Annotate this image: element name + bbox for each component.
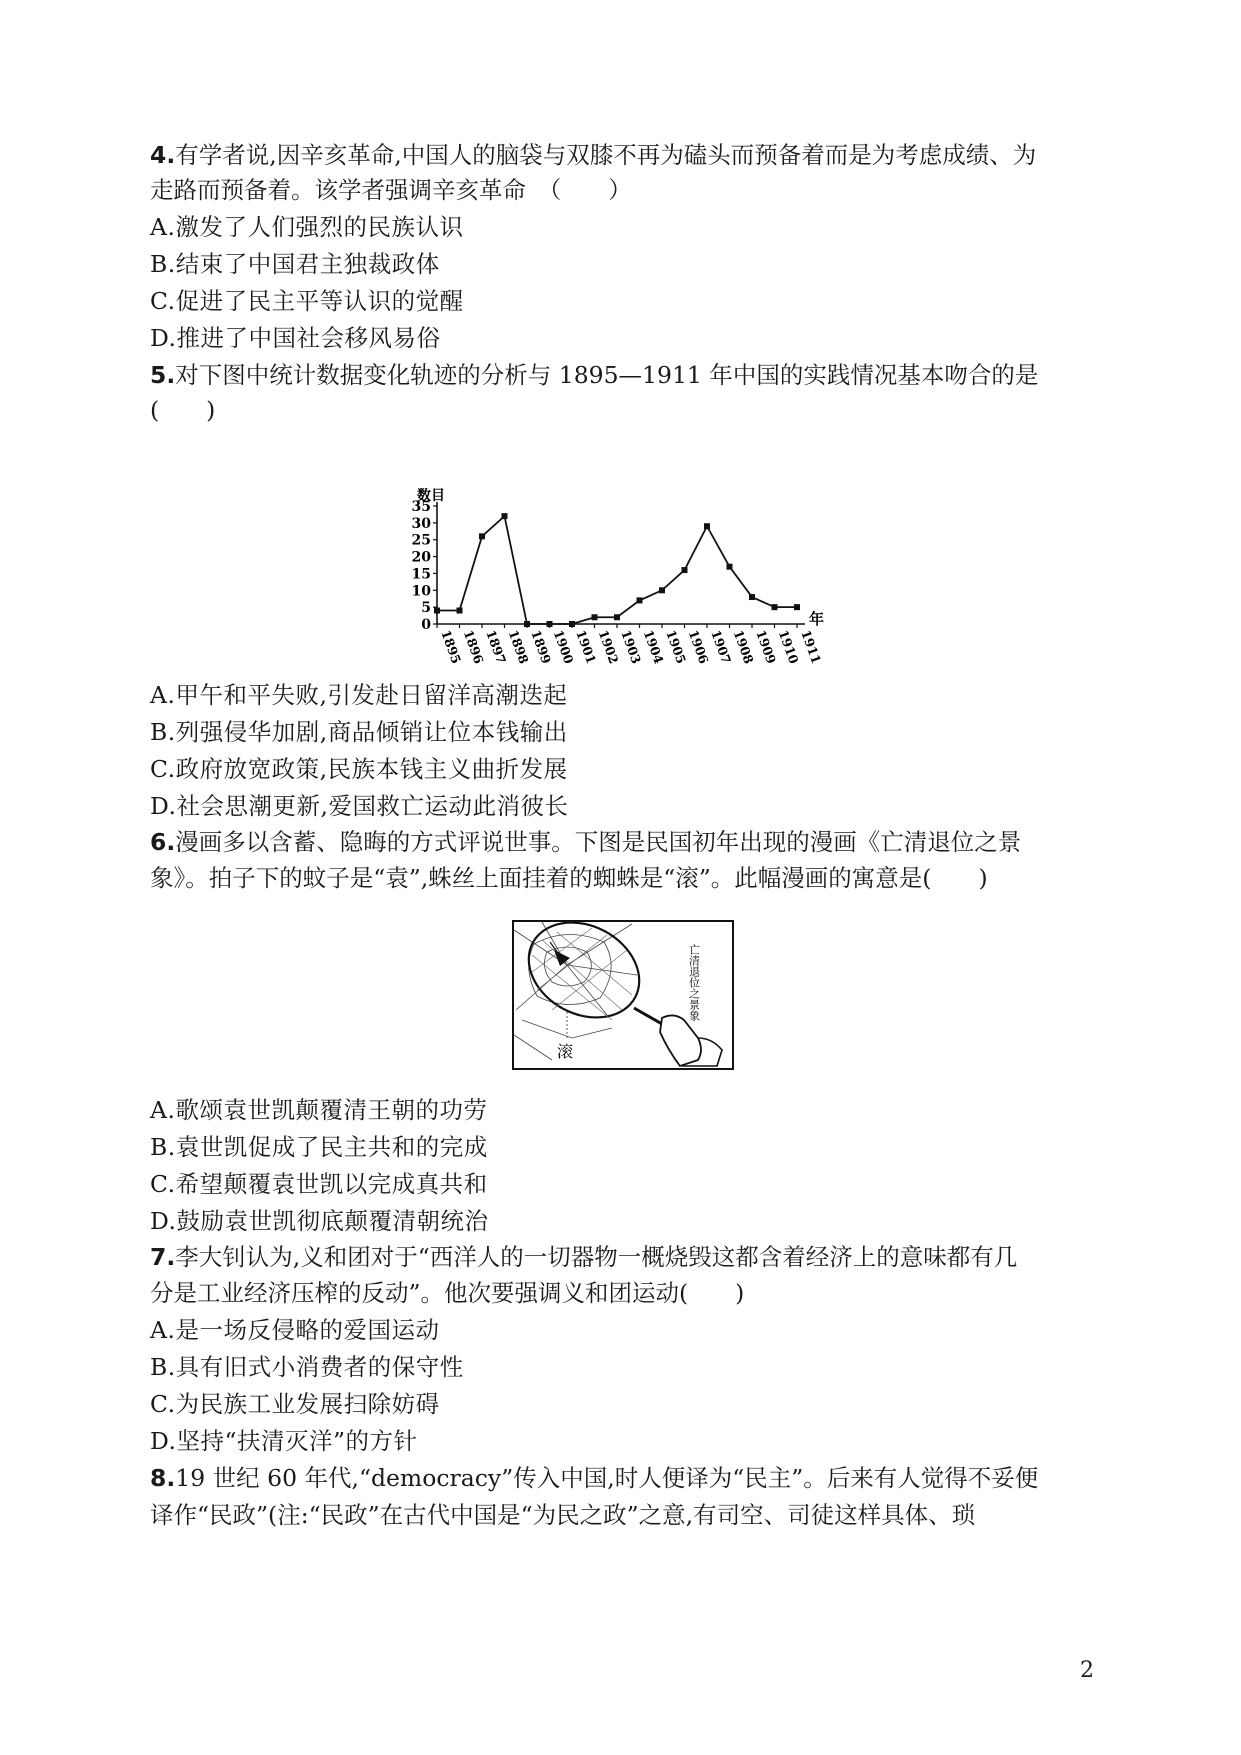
x-tick-label: 1909 bbox=[753, 627, 780, 666]
data-point bbox=[727, 564, 733, 570]
x-tick-label: 1898 bbox=[505, 627, 532, 666]
q5-number: 5. bbox=[150, 361, 176, 389]
q7-stem-line2: 分是工业经济压榨的反动”。他次要强调义和团运动( ) bbox=[150, 1279, 745, 1307]
y-tick-label: 10 bbox=[411, 583, 431, 600]
x-tick-label: 1902 bbox=[595, 627, 622, 666]
x-tick-label: 1910 bbox=[775, 627, 802, 666]
q8-stem-line1: 8.19 世纪 60 年代,“democracy”传入中国,时人便译为“民主”。后来有人觉得不妥便 bbox=[150, 1464, 1039, 1492]
data-point bbox=[614, 614, 620, 620]
q4-stem-line2: 走路而预备着。该学者强调辛亥革命 （ ） bbox=[150, 176, 632, 204]
data-point bbox=[524, 621, 530, 627]
data-point bbox=[794, 604, 800, 610]
q6-option-a: A.歌颂袁世凯颠覆清王朝的功劳 bbox=[150, 1096, 488, 1124]
series-line bbox=[437, 516, 797, 624]
data-point bbox=[434, 608, 440, 614]
data-point bbox=[659, 587, 665, 593]
data-point bbox=[457, 608, 463, 614]
data-point bbox=[547, 621, 553, 627]
q5-option-d: D.社会思潮更新,爱国救亡运动此消彼长 bbox=[150, 792, 569, 820]
q4-number: 4. bbox=[150, 141, 176, 169]
data-point bbox=[704, 523, 710, 529]
x-tick-label: 1908 bbox=[730, 627, 757, 666]
chart-axes bbox=[433, 502, 805, 628]
q5-stem-line1: 5.对下图中统计数据变化轨迹的分析与 1895—1911 年中国的实践情况基本吻合的是 bbox=[150, 361, 1039, 389]
data-point bbox=[749, 594, 755, 600]
cartoon-caption: 亡清退位之景象 bbox=[687, 944, 701, 1021]
data-point bbox=[502, 513, 508, 519]
q8-stem-line2: 译作“民政”(注:“民政”在古代中国是“为民之政”之意,有司空、司徒这样具体、琐 bbox=[150, 1501, 976, 1529]
q5-option-c: C.政府放宽政策,民族本钱主义曲折发展 bbox=[150, 755, 568, 783]
q6-stem-line1: 6.漫画多以含蓄、隐晦的方式评说世事。下图是民国初年出现的漫画《亡清退位之景 bbox=[150, 828, 1022, 856]
data-point bbox=[682, 567, 688, 573]
x-tick-label: 1904 bbox=[640, 627, 667, 666]
page-number: 2 bbox=[1080, 1658, 1094, 1683]
y-tick-label: 15 bbox=[411, 566, 431, 583]
x-tick-label: 1895 bbox=[438, 627, 465, 666]
q5-option-b: B.列强侵华加剧,商品倾销让位本钱输出 bbox=[150, 718, 568, 746]
x-tick-labels bbox=[438, 628, 824, 666]
x-tick-label: 1896 bbox=[460, 627, 487, 666]
y-tick-labels bbox=[412, 499, 432, 633]
data-point bbox=[569, 621, 575, 627]
q6-option-c: C.希望颠覆袁世凯以完成真共和 bbox=[150, 1170, 488, 1198]
q7-stem-line1: 7.李大钊认为,义和团对于“西洋人的一切器物一概烧毁这都含着经济上的意味都有几 bbox=[150, 1243, 1018, 1271]
x-tick-label: 1911 bbox=[798, 627, 825, 666]
data-point bbox=[772, 604, 778, 610]
x-tick-label: 1899 bbox=[528, 627, 555, 666]
y-tick-label: 30 bbox=[411, 515, 431, 532]
q6-number: 6. bbox=[150, 828, 176, 856]
q4-option-b: B.结束了中国君主独裁政体 bbox=[150, 250, 440, 278]
q4-option-d: D.推进了中国社会移风易俗 bbox=[150, 324, 441, 352]
x-tick-label: 1903 bbox=[618, 627, 645, 666]
q7-option-c: C.为民族工业发展扫除妨碍 bbox=[150, 1390, 440, 1418]
q7-option-d: D.坚持“扶清灭洋”的方针 bbox=[150, 1427, 418, 1455]
y-axis-label: 数目 bbox=[417, 488, 445, 504]
q7-option-b: B.具有旧式小消费者的保守性 bbox=[150, 1353, 464, 1381]
y-tick-label: 20 bbox=[411, 549, 431, 566]
x-tick-label: 1901 bbox=[573, 627, 600, 666]
q4-option-a: A.激发了人们强烈的民族认识 bbox=[150, 213, 464, 241]
x-tick-label: 1907 bbox=[708, 627, 735, 666]
x-tick-label: 1905 bbox=[663, 627, 690, 666]
q5-stem-line2: ( ) bbox=[150, 396, 216, 424]
y-tick-label: 25 bbox=[411, 532, 431, 549]
data-point bbox=[592, 614, 598, 620]
q7-option-a: A.是一场反侵略的爱国运动 bbox=[150, 1316, 440, 1344]
q6-stem-line2: 象》。拍子下的蚊子是“袁”,蛛丝上面挂着的蜘蛛是“滚”。此幅漫画的寓意是( ) bbox=[150, 864, 988, 892]
data-point bbox=[479, 533, 485, 539]
q8-number: 8. bbox=[150, 1464, 176, 1492]
x-tick-label: 1900 bbox=[550, 627, 577, 666]
y-tick-label: 5 bbox=[421, 600, 431, 617]
x-axis-label: 年 bbox=[809, 610, 825, 628]
line-chart bbox=[405, 488, 845, 668]
q4-stem-line1: 4.有学者说,因辛亥革命,中国人的脑袋与双膝不再为磕头而预备着而是为考虑成绩、为 bbox=[150, 141, 1037, 169]
y-tick-label: 0 bbox=[421, 617, 431, 633]
q5-option-a: A.甲午和平失败,引发赴日留洋高潮迭起 bbox=[150, 681, 568, 709]
cartoon-spider-label: 滚 bbox=[557, 1042, 574, 1061]
q6-option-b: B.袁世凯促成了民主共和的完成 bbox=[150, 1133, 488, 1161]
q4-option-c: C.促进了民主平等认识的觉醒 bbox=[150, 287, 464, 315]
cartoon-image bbox=[512, 920, 734, 1070]
data-point bbox=[637, 597, 643, 603]
x-tick-label: 1897 bbox=[483, 627, 510, 666]
q7-number: 7. bbox=[150, 1243, 176, 1271]
y-tick-label: 35 bbox=[411, 499, 431, 515]
x-tick-label: 1906 bbox=[685, 627, 712, 666]
q6-option-d: D.鼓励袁世凯彻底颠覆清朝统治 bbox=[150, 1207, 489, 1235]
